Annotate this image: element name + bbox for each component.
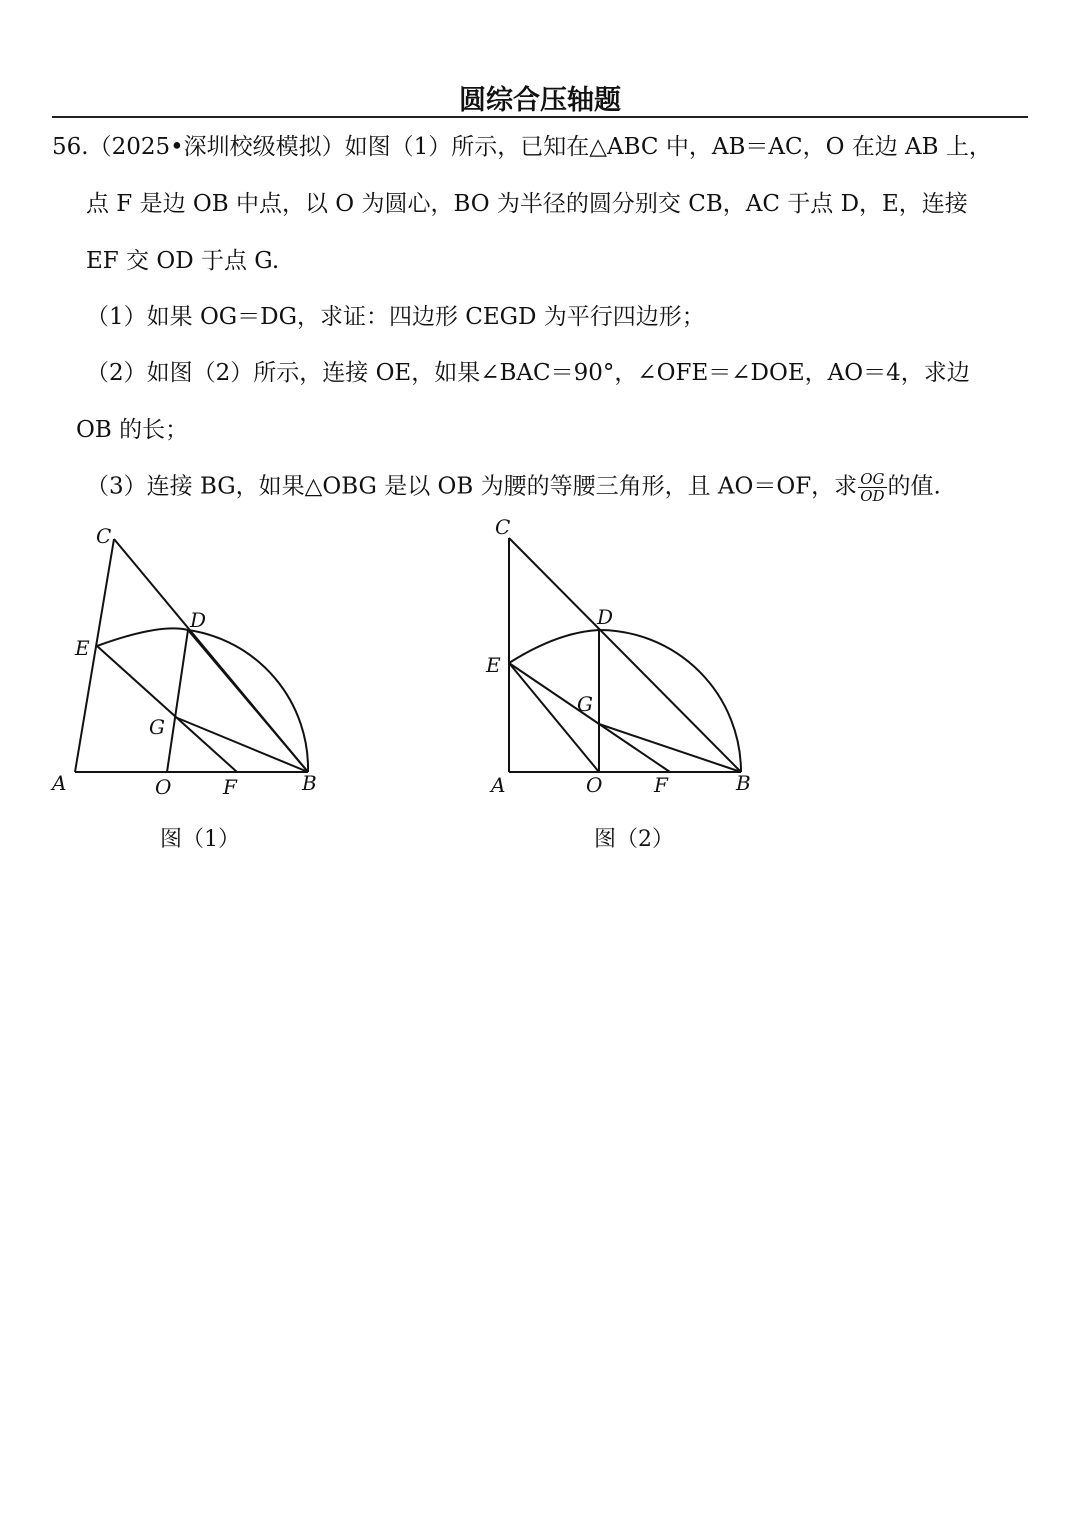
label-e: E bbox=[486, 653, 501, 677]
label-o: O bbox=[155, 775, 172, 799]
label-c: C bbox=[96, 524, 112, 548]
segment-gb bbox=[175, 717, 308, 772]
figure-2-caption: 图（2） bbox=[594, 827, 674, 852]
problem-part-2a: （2）如图（2）所示，连接 OE，如果∠BAC＝90°，∠OFE＝∠DOE，AO＝4，求边 bbox=[86, 360, 970, 386]
segment-ef bbox=[509, 663, 670, 772]
segment-oe bbox=[509, 663, 599, 772]
header-rule bbox=[52, 116, 1028, 118]
label-o: O bbox=[586, 773, 603, 797]
arc-ed bbox=[509, 630, 599, 663]
part-3-text-after: 的值. bbox=[887, 473, 941, 500]
segment-ef bbox=[97, 646, 237, 772]
problem-part-3 bbox=[86, 471, 941, 504]
label-c: C bbox=[495, 515, 511, 539]
fraction-og-od bbox=[858, 471, 886, 504]
problem-line-2: 点 F 是边 OB 中点，以 O 为圆心，BO 为半径的圆分别交 CB，AC 于点 D，E，连接 bbox=[86, 191, 968, 217]
arc-ed bbox=[97, 628, 188, 646]
problem-part-1: （1）如果 OG＝DG，求证：四边形 CEGD 为平行四边形； bbox=[86, 304, 705, 330]
label-b: B bbox=[736, 771, 751, 795]
problem-part-2b: OB 的长； bbox=[76, 417, 189, 443]
figure-1 bbox=[40, 515, 340, 805]
segment-od bbox=[167, 630, 188, 772]
label-g: G bbox=[577, 692, 593, 716]
fraction-numerator: OG bbox=[858, 471, 886, 488]
label-e: E bbox=[75, 636, 90, 660]
label-f: F bbox=[223, 775, 237, 799]
figure-1-caption: 图（1） bbox=[160, 827, 240, 852]
label-b: B bbox=[302, 771, 317, 795]
label-d: D bbox=[190, 608, 207, 632]
label-a: A bbox=[52, 771, 67, 795]
problem-line-1: 56.（2025•深圳校级模拟）如图（1）所示，已知在△ABC 中，AB＝AC，O 在边 AB 上， bbox=[52, 134, 992, 160]
label-d: D bbox=[597, 605, 614, 629]
label-a: A bbox=[491, 773, 506, 797]
label-g: G bbox=[149, 715, 165, 739]
label-f: F bbox=[654, 773, 668, 797]
part-3-text-before: （3）连接 BG，如果△OBG 是以 OB 为腰的等腰三角形，且 AO＝OF，求 bbox=[86, 473, 858, 500]
fraction-denominator: OD bbox=[860, 487, 885, 505]
segment-gb bbox=[599, 724, 741, 772]
page-title: 圆综合压轴题 bbox=[459, 85, 621, 116]
segment-cb bbox=[509, 538, 741, 772]
problem-line-3: EF 交 OD 于点 G. bbox=[86, 248, 280, 274]
figure-2 bbox=[478, 510, 768, 805]
